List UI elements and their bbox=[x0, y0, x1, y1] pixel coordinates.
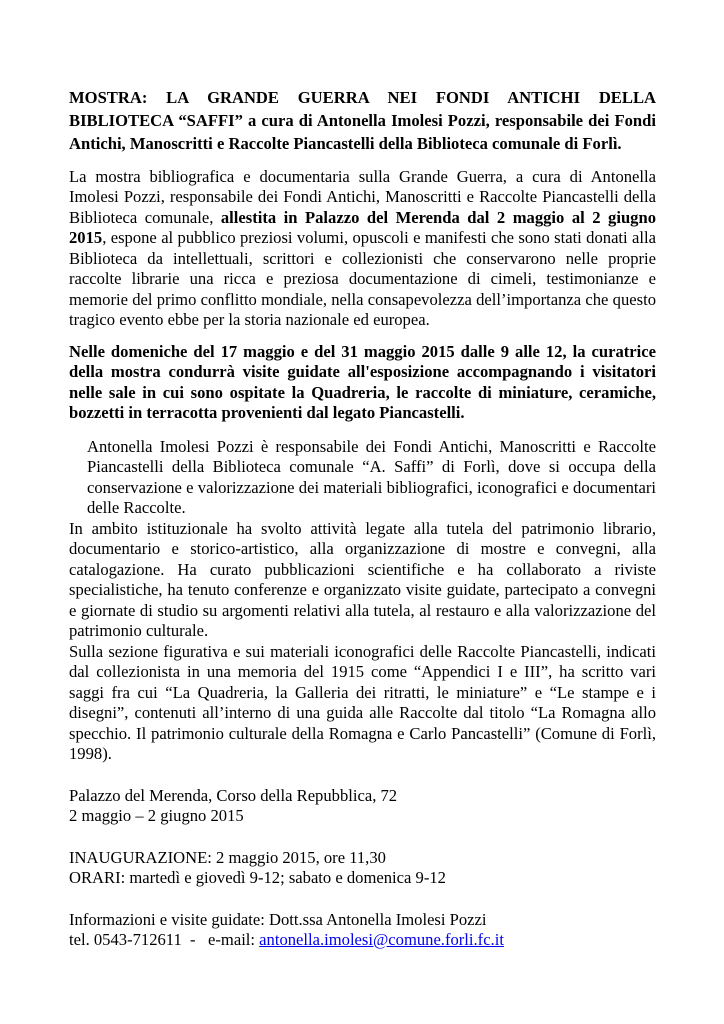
opening-info: INAUGURAZIONE: 2 maggio 2015, ore 11,30 bbox=[69, 847, 386, 867]
intro-text-2: , espone al pubblico preziosi volumi, opuscoli e manifesti che sono stati donati alla Biblioteca da intellettuali, scrittori e collezionisti che conservarono nelle proprie raccolte librarie una ricca e preziosa documentazione di cimeli, testimonianze e memorie del primo conflitto mondiale, nella consapevolezza dell’importanza che questo tragico evento ebbe per la storia nazionale ed europea. bbox=[69, 228, 656, 330]
venue-address: Palazzo del Merenda, Corso della Repubblica, 72 bbox=[69, 785, 398, 805]
intro-paragraph bbox=[69, 167, 656, 331]
venue-dates: 2 maggio – 2 giugno 2015 bbox=[69, 806, 244, 826]
bio-paragraph-1: Antonella Imolesi Pozzi è responsabile dei Fondi Antichi, Manoscritti e Raccolte Piancastelli della Biblioteca comunale “A. Saffi” di Forlì, dove si occupa della conservazione e valorizzazione dei materiali bibliografici, iconografici e documentari delle Raccolte. bbox=[87, 436, 656, 518]
bio-paragraph-2: In ambito istituzionale ha svolto attività legate alla tutela del patrimonio librario, documentario e storico-artistico, alla organizzazione di mostre e convegni, alla catalogazione. Ha curato pubblicazioni scientifiche e ha collaborato a riviste specialistiche, ha tenuto conferenze e organizzato visite guidate, partecipato a convegni e giornate di studio su argomenti relativi alla tutela, al restauro e alla valorizzazione del patrimonio culturale. bbox=[69, 518, 656, 641]
contact-phone: tel. 0543-712611 - e-mail: bbox=[69, 930, 260, 950]
contact-info: Informazioni e visite guidate: Dott.ssa Antonella Imolesi Pozzi bbox=[69, 909, 487, 929]
document-title: MOSTRA: LA GRANDE GUERRA NEI FONDI ANTICHI DELLA BIBLIOTECA “SAFFI” a cura di Antonella Imolesi Pozzi, responsabile dei Fondi Antichi, Manoscritti e Raccolte Piancastelli della Biblioteca comunale di Forlì. bbox=[69, 88, 656, 154]
intro-highlight: allestita in Palazzo del Merenda dal 2 maggio al 2 giugno 2015 bbox=[69, 207, 656, 248]
guided-visits-paragraph: Nelle domeniche del 17 maggio e del 31 maggio 2015 dalle 9 alle 12, la curatrice della mostra condurrà visite guidate all'esposizione accompagnando i visitatori nelle sale in cui sono ospitate la Quadreria, le raccolte di miniature, ceramiche, bozzetti in terracotta provenienti dal legato Piancastelli. bbox=[69, 341, 656, 423]
email-link[interactable]: antonella.imolesi@comune.forli.fc.it bbox=[259, 930, 504, 950]
intro-text-1: La mostra bibliografica e documentaria sulla Grande Guerra, a cura di Antonella Imolesi Pozzi, responsabile dei Fondi Antichi, Manoscritti e Raccolte Piancastelli della Biblioteca comunale, bbox=[69, 166, 656, 227]
bio-paragraph-3: Sulla sezione figurativa e sui materiali iconografici delle Raccolte Piancastelli, indicati dal collezionista in una memoria del 1915 come “Appendici I e III”, ha scritto vari saggi fra cui “La Quadreria, la Galleria dei ritratti, le miniature” e “Le stampe e i disegni”, contenuti all’interno di una guida alle Raccolte dal titolo “La Romagna allo specchio. Il patrimonio culturale della Romagna e Carlo Pancastelli” (Comune di Forlì, 1998). bbox=[69, 641, 656, 764]
contact-line bbox=[69, 930, 656, 951]
opening-hours: ORARI: martedì e giovedì 9-12; sabato e domenica 9-12 bbox=[69, 868, 446, 888]
